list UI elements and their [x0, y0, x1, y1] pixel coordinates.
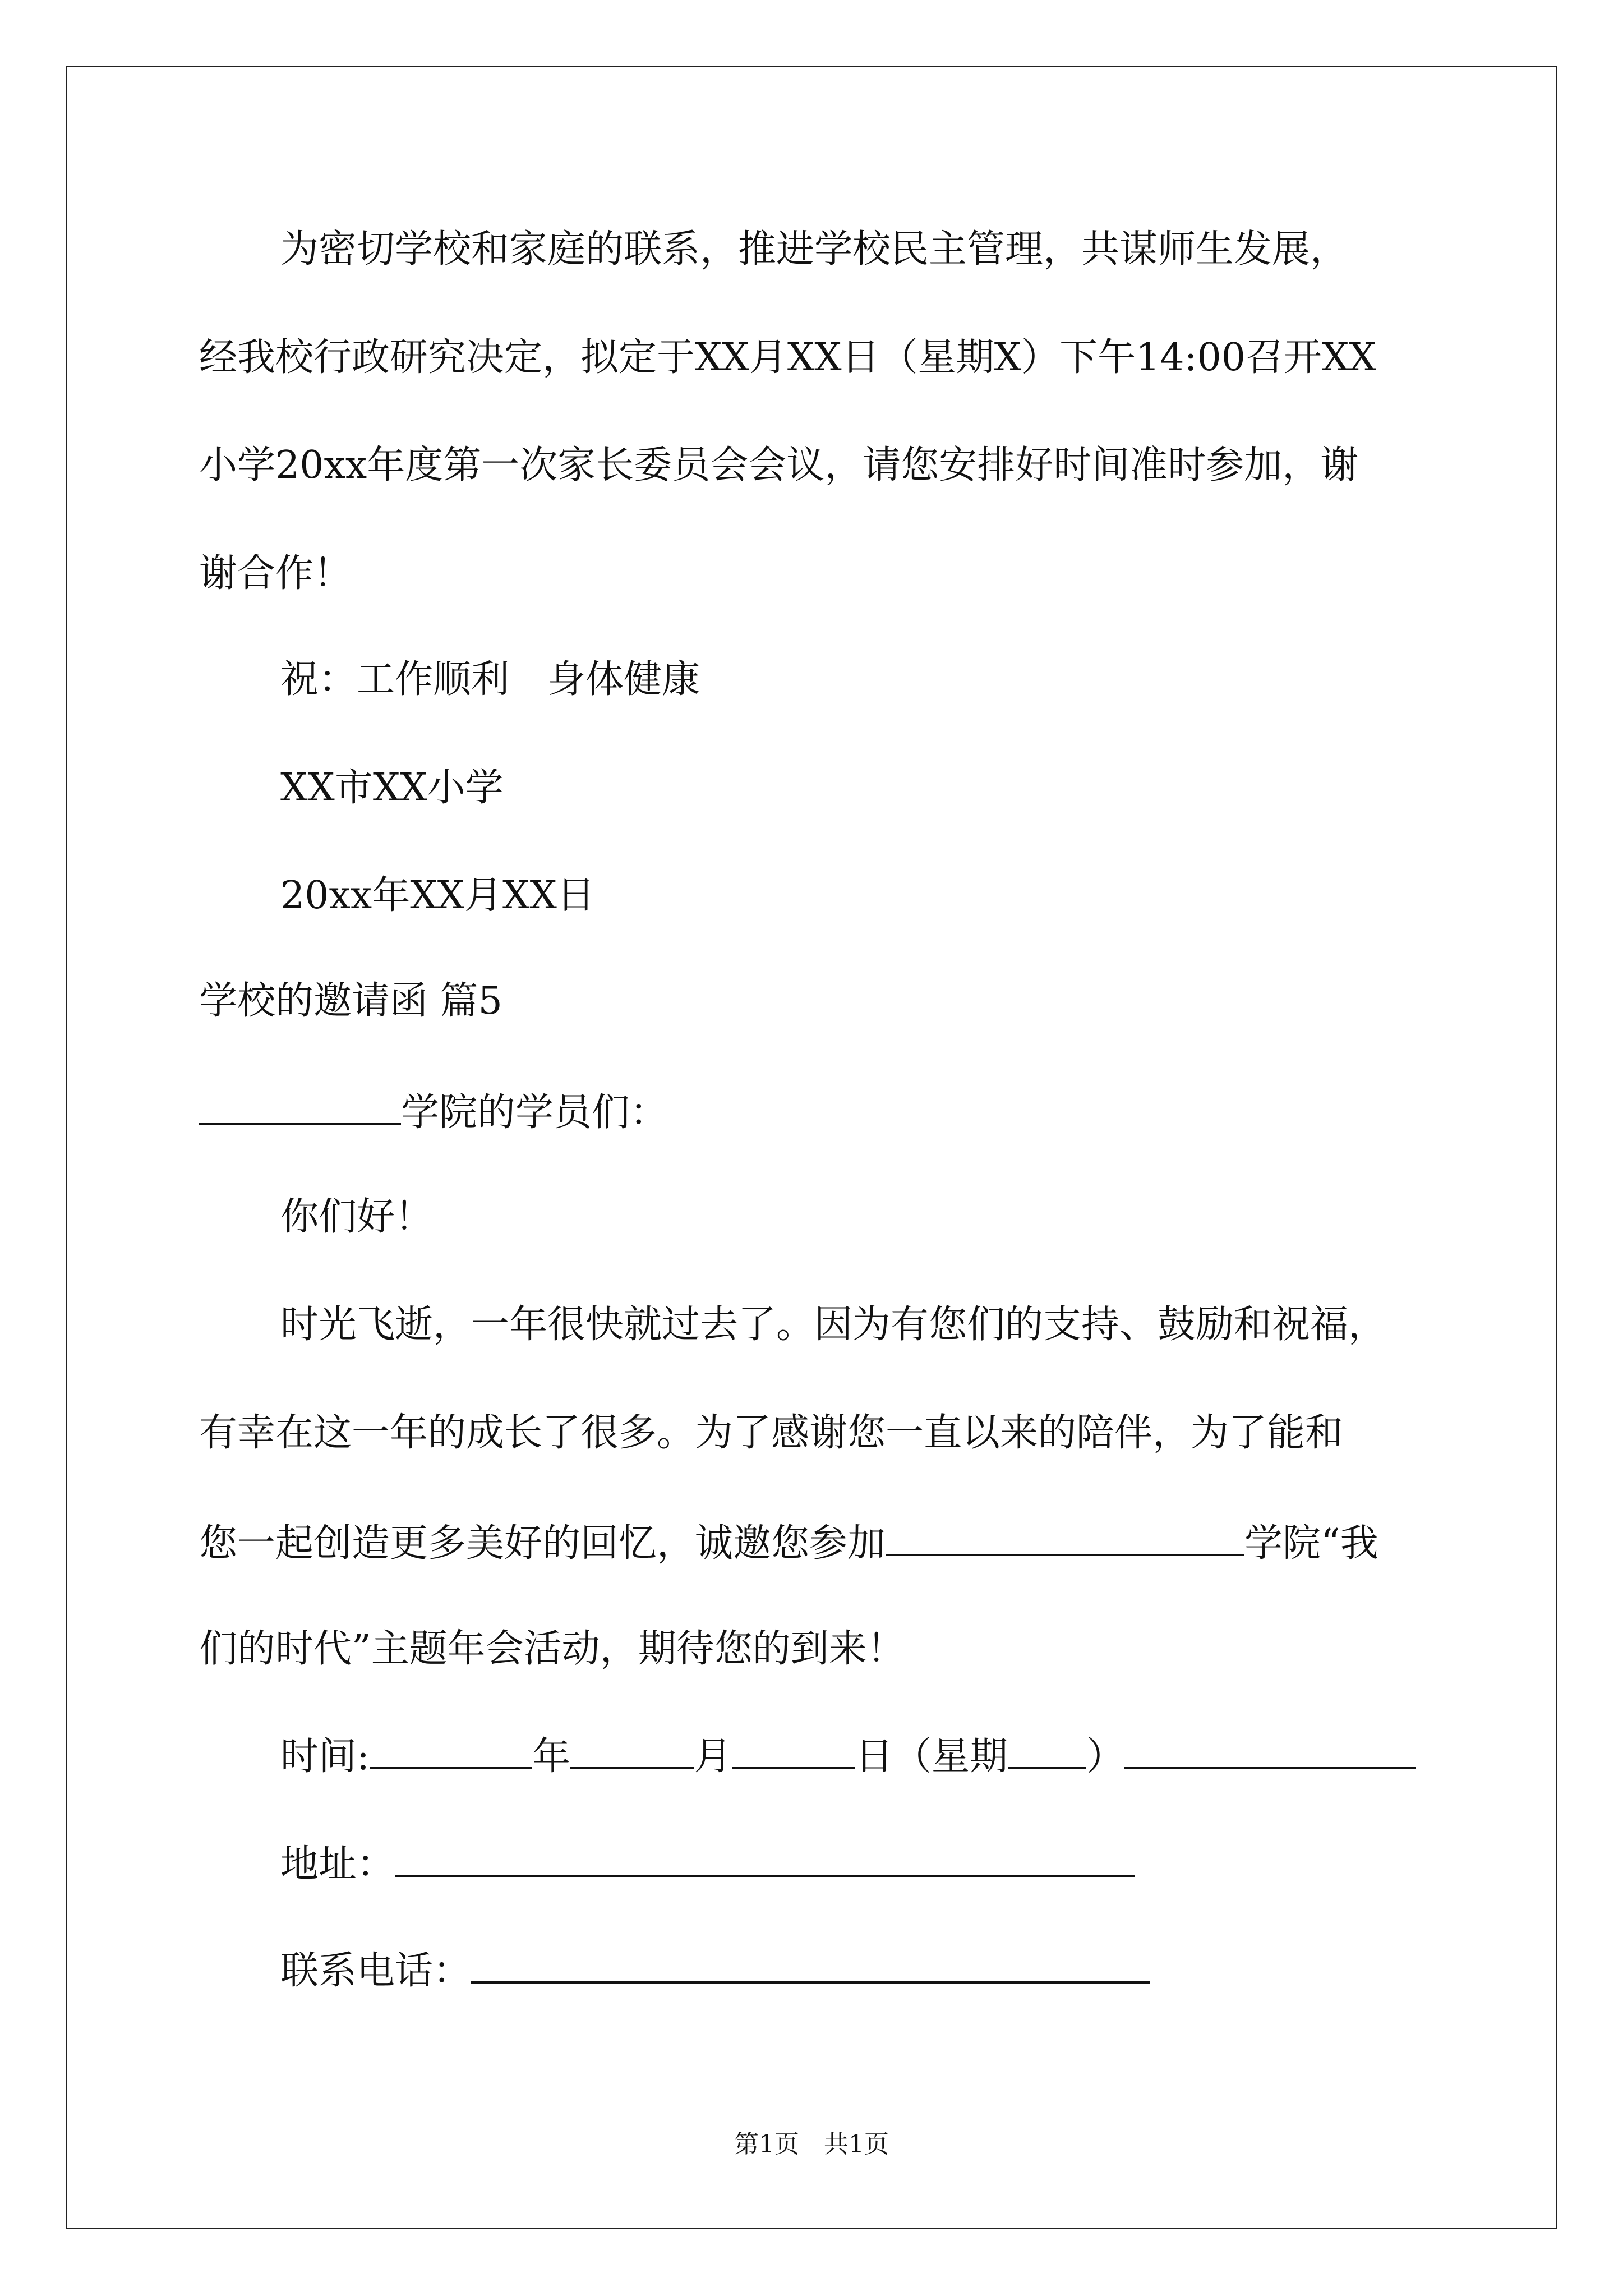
phone-label: 联系电话： [280, 1949, 472, 1993]
paragraph-2-line-3 [199, 1519, 1378, 1566]
address-label: 地址： [280, 1842, 395, 1887]
year-char: 年 [532, 1734, 570, 1779]
weekday-blank [1008, 1732, 1086, 1769]
day-char: 日（星期 [855, 1734, 1008, 1779]
salutation-text: 学院的学员们： [401, 1091, 668, 1135]
activity-blank [886, 1519, 1244, 1556]
month-char: 月 [693, 1734, 732, 1779]
salutation-blank [199, 1088, 401, 1125]
paragraph-2-line-4: 们的时代”主题年会活动，期待您的到来！ [199, 1627, 905, 1671]
paragraph-2-line-3-text: 您一起创造更多美好的回忆，诚邀您参加 [199, 1521, 886, 1566]
paragraph-2-line-3-suffix: 学院“我 [1244, 1521, 1378, 1566]
page-footer: 第1页 共1页 [734, 2130, 889, 2159]
section-title: 学校的邀请函 篇5 [199, 979, 502, 1023]
time-label: 时间: [280, 1734, 370, 1779]
salutation-line [199, 1088, 668, 1135]
paragraph-1-line-1: 为密切学校和家庭的联系，推进学校民主管理，共谋师生发展， [280, 227, 1349, 272]
day-blank [732, 1732, 855, 1769]
paragraph-1-line-2: 经我校行政研究决定，拟定于XX月XX日（星期X）下午14:00召开XX [199, 335, 1376, 380]
paragraph-2-line-1: 时光飞逝，一年很快就过去了。因为有您们的支持、鼓励和祝福， [280, 1303, 1387, 1347]
address-line [280, 1840, 1135, 1887]
paragraph-1-line-3: 小学20xx年度第一次家长委员会会议，请您安排好时间准时参加，谢 [199, 443, 1359, 487]
phone-blank [471, 1947, 1150, 1984]
paragraph-1-line-4: 谢合作！ [199, 551, 352, 596]
close-paren: ） [1086, 1734, 1124, 1779]
signer-line: XX市XX小学 [280, 766, 504, 810]
paragraph-2-line-2: 有幸在这一年的成长了很多。为了感谢您一直以来的陪伴，为了能和 [199, 1411, 1344, 1455]
greeting-line: 你们好！ [280, 1195, 434, 1239]
date-line: 20xx年XX月XX日 [280, 873, 595, 918]
time-blank [1124, 1732, 1416, 1769]
page-border [66, 66, 1557, 2229]
year-blank [370, 1732, 532, 1769]
month-blank [570, 1732, 694, 1769]
wish-line: 祝：工作顺利 身体健康 [280, 657, 700, 702]
time-line [280, 1732, 1416, 1779]
phone-line [280, 1947, 1150, 1994]
address-blank [395, 1840, 1135, 1877]
